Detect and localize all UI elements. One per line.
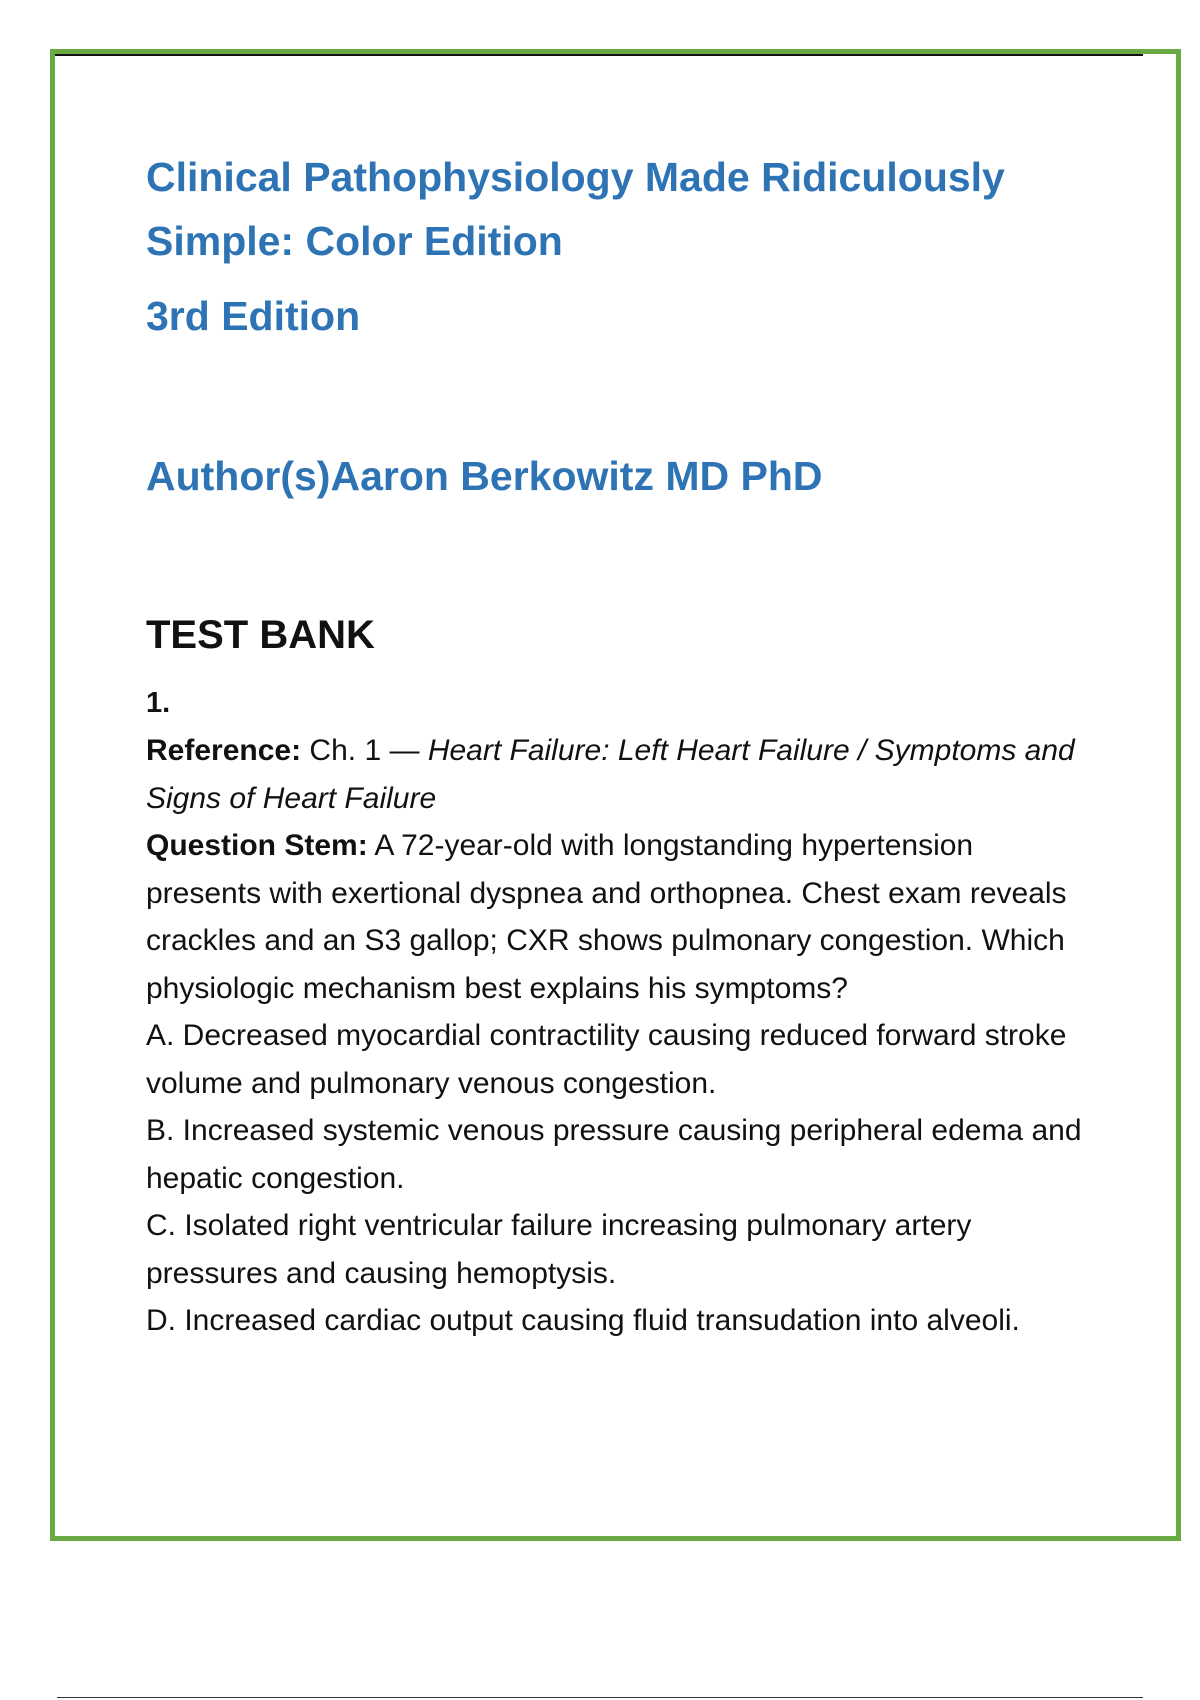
stem-label: Question Stem: [146,829,368,862]
answer-option-c: C. Isolated right ventricular failure increasing pulmonary artery pressures and causing hemoptysis. [146,1209,972,1290]
book-edition: 3rd Edition [146,293,361,339]
answer-option-a: A. Decreased myocardial contractility causing reduced forward stroke volume and pulmonary venous congestion. [146,1019,1067,1100]
section-title: TEST BANK [146,613,375,657]
bottom-rule [57,1697,1143,1698]
answer-option-d: D. Increased cardiac output causing fluid transudation into alveoli. [146,1304,1020,1337]
book-author: Author(s)Aaron Berkowitz MD PhD [146,453,823,499]
reference-chapter: Ch. 1 — [309,734,420,767]
question-stem [146,822,1096,1012]
reference-label: Reference: [146,734,302,767]
top-rule [55,54,1143,56]
answer-option-b: B. Increased systemic venous pressure causing peripheral edema and hepatic congestion. [146,1114,1082,1195]
document-content [146,145,1096,1345]
book-title: Clinical Pathophysiology Made Ridiculously Simple: Color Edition [146,154,1005,264]
question-reference [146,727,1096,822]
stem-text: A 72-year-old with longstanding hypertension presents with exertional dyspnea and orthopnea. Chest exam reveals crackles and an S3 gallop; CXR shows pulmonary congestion. Which physiologic mechanism best explains his symptoms? [146,829,1067,1005]
reference-topic: Heart Failure: Left Heart Failure / Symptoms and Signs of Heart Failure [146,734,1075,815]
question-number: 1. [146,687,171,719]
